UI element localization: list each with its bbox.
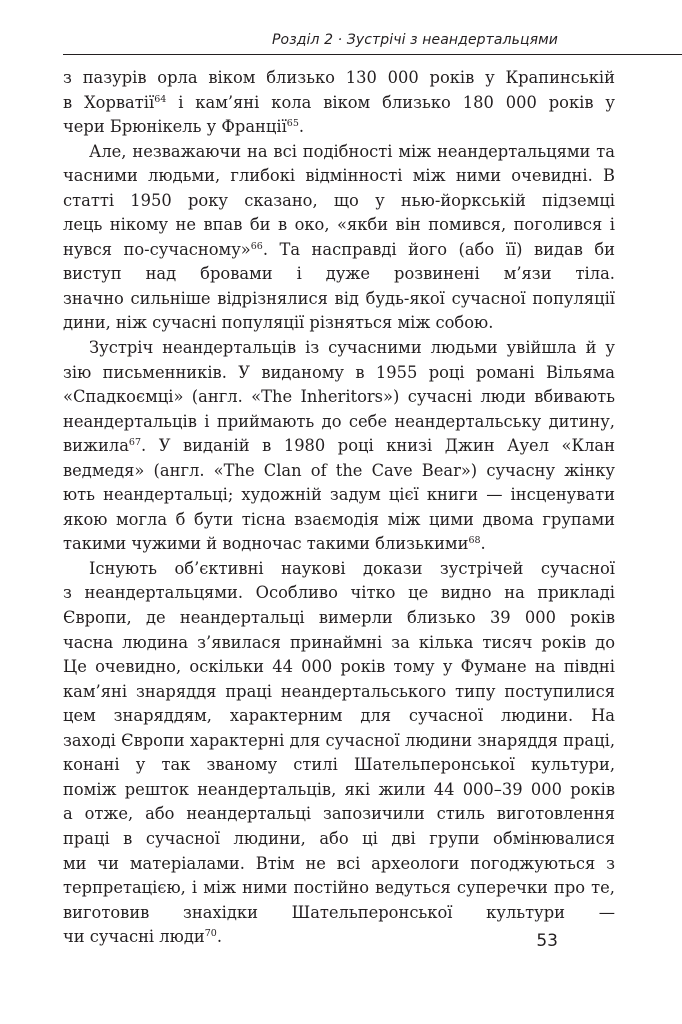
text-line: з пазурів орла віком близько 130 000 років у Крапинській	[63, 68, 615, 87]
paragraph	[63, 66, 615, 140]
text-line: зію письменників. У виданому в 1955 році романі Вільяма	[63, 362, 615, 382]
text-line: значно сильніше відрізнялися від будь-якої сучасної популяції	[63, 288, 615, 308]
text-line: Зустріч неандертальців із сучасними людьми увійшла й у	[89, 338, 615, 358]
text-line: «Спадкоємці» (англ. «The Inheritors») сучасні люди вбивають	[63, 387, 615, 407]
text-line: а отже, або неандертальці запозичили стиль виготовлення	[63, 804, 615, 824]
text-line: Це очевидно, оскільки 44 000 років тому у Фумане на півдні	[63, 657, 615, 677]
text-segment: в Хорватії	[63, 92, 155, 112]
text-line: конані у так званому стилі Шательперонської культури,	[63, 755, 615, 775]
text-line: поміж решток неандертальців, які жили 44 000–39 000 років	[63, 779, 615, 799]
text-line: виступ над бровами і дуже розвинені м’язи тіла.	[63, 264, 615, 284]
body-text	[63, 66, 615, 950]
text-line: часна людина з’явилася принаймні за кілька тисяч років до	[63, 632, 615, 652]
text-line	[63, 532, 615, 557]
text-segment: такими чужими й водночас такими близькими	[63, 534, 469, 554]
header-rule	[63, 54, 682, 55]
text-line: виготовив знахідки Шательперонської культури —	[63, 902, 615, 922]
text-line: ведмедя» (англ. «The Clan of the Cave Bear») сучасну жінку	[63, 460, 615, 480]
text-segment: .	[298, 117, 305, 137]
footnote-ref: 70	[204, 928, 217, 940]
footnote-ref: 66	[250, 240, 263, 252]
paragraph	[63, 140, 615, 336]
text-line	[63, 606, 615, 631]
text-segment: . У виданій в 1980 році книзі Джин Ауел «Клан	[141, 436, 615, 456]
text-line: кам’яні знаряддя праці неандертальського типу поступилися	[63, 681, 615, 701]
text-line: неандертальців і приймають до себе неандертальську дитину,	[63, 411, 615, 431]
running-header	[0, 28, 682, 54]
text-segment: .	[480, 534, 486, 554]
text-line: дини, ніж сучасні популяції різняться між собою.	[63, 313, 494, 333]
text-line	[63, 238, 615, 263]
chapter-title: Розділ 2 · Зустрічі з неандертальцями	[272, 32, 558, 48]
text-line	[63, 115, 615, 140]
text-segment: вижила	[63, 436, 129, 456]
text-segment: Європи, де неандертальці вимерли близько 39 000 років	[63, 608, 615, 628]
text-segment: . Та насправді його (або її) видав би	[262, 239, 615, 259]
text-segment: нувся по-сучасному»	[63, 239, 251, 259]
text-segment: чи сучасні люди	[63, 927, 205, 947]
text-line: лець нікому не впав би в око, «якби він помився, поголився і	[63, 215, 615, 235]
text-line	[63, 91, 615, 116]
text-line	[63, 434, 615, 459]
text-line: ють неандертальці; художній задум цієї книги — інсценувати	[63, 485, 615, 505]
text-line: Але, незважаючи на всі подібності між неандертальцями та	[89, 141, 615, 161]
text-line: Існують об’єктивні наукові докази зустрічей сучасної	[89, 558, 615, 578]
text-line	[63, 925, 615, 950]
text-line: терпретацією, і між ними постійно ведуться суперечки про те,	[63, 878, 615, 898]
text-line: праці в сучасної людини, або ці дві групи обмінювалися	[63, 828, 615, 848]
footnote-ref: 64	[154, 93, 167, 105]
text-segment: чери Брюнікель у Франції	[63, 117, 287, 137]
text-line: статті 1950 року сказано, що у нью-йоркській підземці	[63, 190, 615, 210]
text-line: якою могла б бути тісна взаємодія між цими двома групами	[63, 509, 615, 529]
text-segment: .	[216, 927, 222, 947]
footnote-ref: 68	[468, 535, 481, 547]
paragraph	[63, 336, 615, 557]
text-line: цем знаряддям, характерним для сучасної людини. На	[63, 706, 615, 726]
text-line: часними людьми, глибокі відмінності між ними очевидні. В	[63, 166, 615, 186]
text-segment: і кам’яні кола віком близько 180 000 років у	[178, 92, 615, 112]
text-line: ми чи матеріалами. Втім не всі археологи погоджуються з	[63, 853, 615, 873]
page-number: 53	[536, 931, 558, 951]
footnote-ref: 67	[128, 437, 141, 449]
paragraph	[63, 557, 615, 950]
text-line: заході Європи характерні для сучасної людини знаряддя праці,	[63, 730, 615, 750]
text-line: з неандертальцями. Особливо чітко це видно на прикладі	[63, 583, 615, 603]
footnote-ref: 65	[286, 118, 299, 130]
